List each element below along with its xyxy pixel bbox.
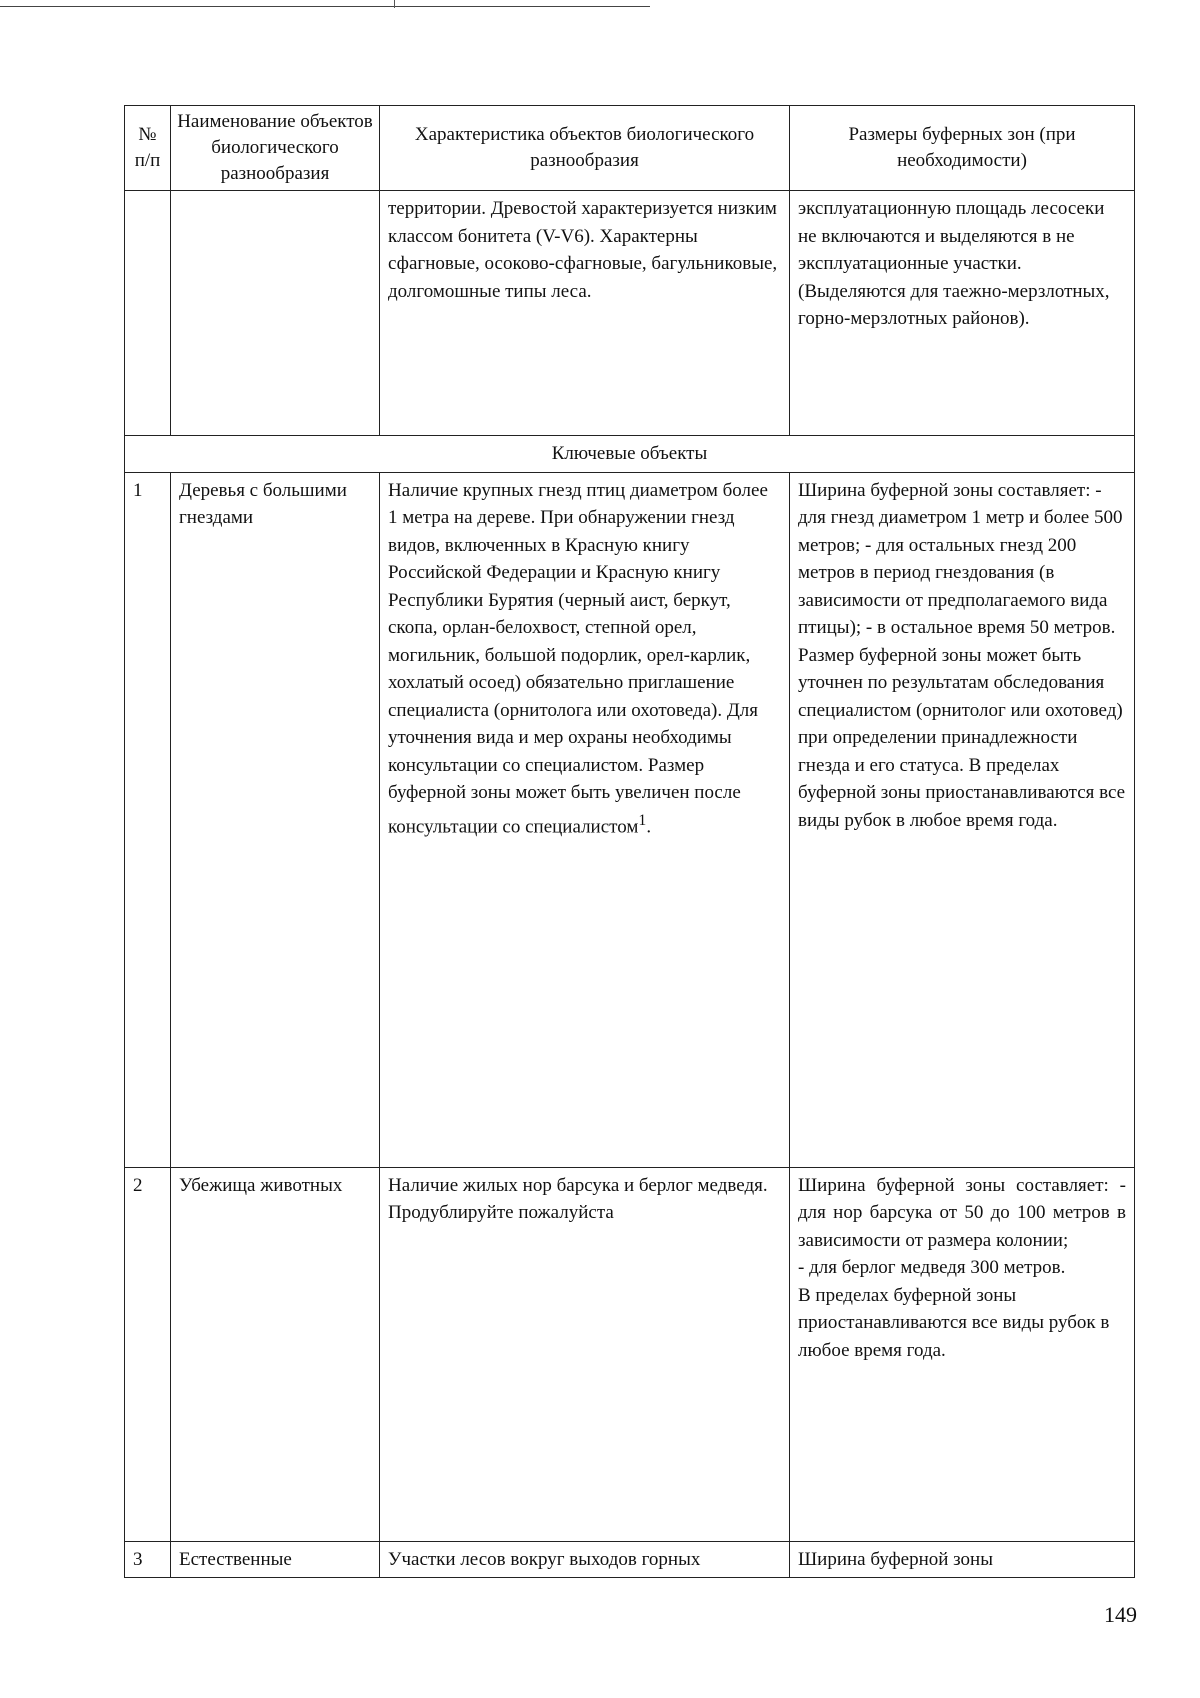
table-row <box>125 1167 1135 1541</box>
row-buffer: Ширина буферной зоны <box>790 1541 1135 1578</box>
continuation-buffer: эксплуатационную площадь лесосеки не включаются и выделяются в не эксплуатационные участки. (Выделяются для таежно-мерзлотных, горно-мерзлотных районов). <box>790 191 1135 436</box>
row-buffer-part-b: - для берлог медведя 300 метров. <box>798 1257 1066 1278</box>
row-buffer <box>790 1167 1135 1541</box>
row-buffer: Ширина буферной зоны составляет: - для гнезд диаметром 1 метр и более 500 метров; - для остальных гнезд 200 метров в период гнездования (в зависимости от предполагаемого вида птицы); - в остальное время 50 метров. Размер буферной зоны может быть уточнен по результатам обследования специалистом (орнитолог или охотовед) при определении принадлежности гнезда и его статуса. В пределах буферной зоны приостанавливаются все виды рубок в любое время года. <box>790 472 1135 1167</box>
section-row <box>125 436 1135 473</box>
table-row <box>125 472 1135 1167</box>
header-name: Наименование объектов биологического разнообразия <box>171 106 380 191</box>
top-rule-tick <box>394 0 395 8</box>
top-rule <box>0 6 650 7</box>
header-num: № п/п <box>125 106 171 191</box>
row-num: 2 <box>125 1167 171 1541</box>
table-row <box>125 1541 1135 1578</box>
row-num: 1 <box>125 472 171 1167</box>
continuation-characteristic: территории. Древостой характеризуется низким классом бонитета (V-V6). Характерны сфагновые, осоково-сфагновые, багульниковые, долгомошные типы леса. <box>380 191 790 436</box>
row-characteristic: Участки лесов вокруг выходов горных <box>380 1541 790 1578</box>
header-buffer: Размеры буферных зон (при необходимости) <box>790 106 1135 191</box>
section-title: Ключевые объекты <box>125 436 1135 473</box>
table-header-row <box>125 106 1135 191</box>
page-number: 149 <box>1104 1602 1137 1627</box>
row-name: Убежища животных <box>171 1167 380 1541</box>
header-characteristic: Характеристика объектов биологического разнообразия <box>380 106 790 191</box>
row-name: Естественные <box>171 1541 380 1578</box>
row-characteristic <box>380 472 790 1167</box>
continuation-name <box>171 191 380 436</box>
row-name: Деревья с большими гнездами <box>171 472 380 1167</box>
row-buffer-part-c: В пределах буферной зоны приостанавливаются все виды рубок в любое время года. <box>798 1284 1110 1361</box>
row-buffer-part-a: Ширина буферной зоны составляет: - для нор барсука от 50 до 100 метров в зависимости от размера колонии; <box>798 1174 1126 1251</box>
row-num: 3 <box>125 1541 171 1578</box>
continuation-row <box>125 191 1135 436</box>
biodiversity-table <box>124 105 1135 1578</box>
row-characteristic-end: . <box>646 815 652 837</box>
row-characteristic-text: Наличие крупных гнезд птиц диаметром более 1 метра на дереве. При обнаружении гнезд видов, включенных в Красную книгу Российской Федерации и Красную книгу Республики Бурятия (черный аист, беркут, скопа, орлан-белохвост, степной орел, могильник, большой подорлик, орел-карлик, хохлатый осоед) обязательно приглашение специалиста (орнитолога или охотоведа). Для уточнения вида и мер охраны необходимы консультации со специалистом. Размер буферной зоны может быть увеличен после консультации со специалистом <box>388 479 768 837</box>
footnote-marker: 1 <box>638 811 647 829</box>
row-characteristic: Наличие жилых нор барсука и берлог медведя. Продублируйте пожалуйста <box>380 1167 790 1541</box>
continuation-num <box>125 191 171 436</box>
